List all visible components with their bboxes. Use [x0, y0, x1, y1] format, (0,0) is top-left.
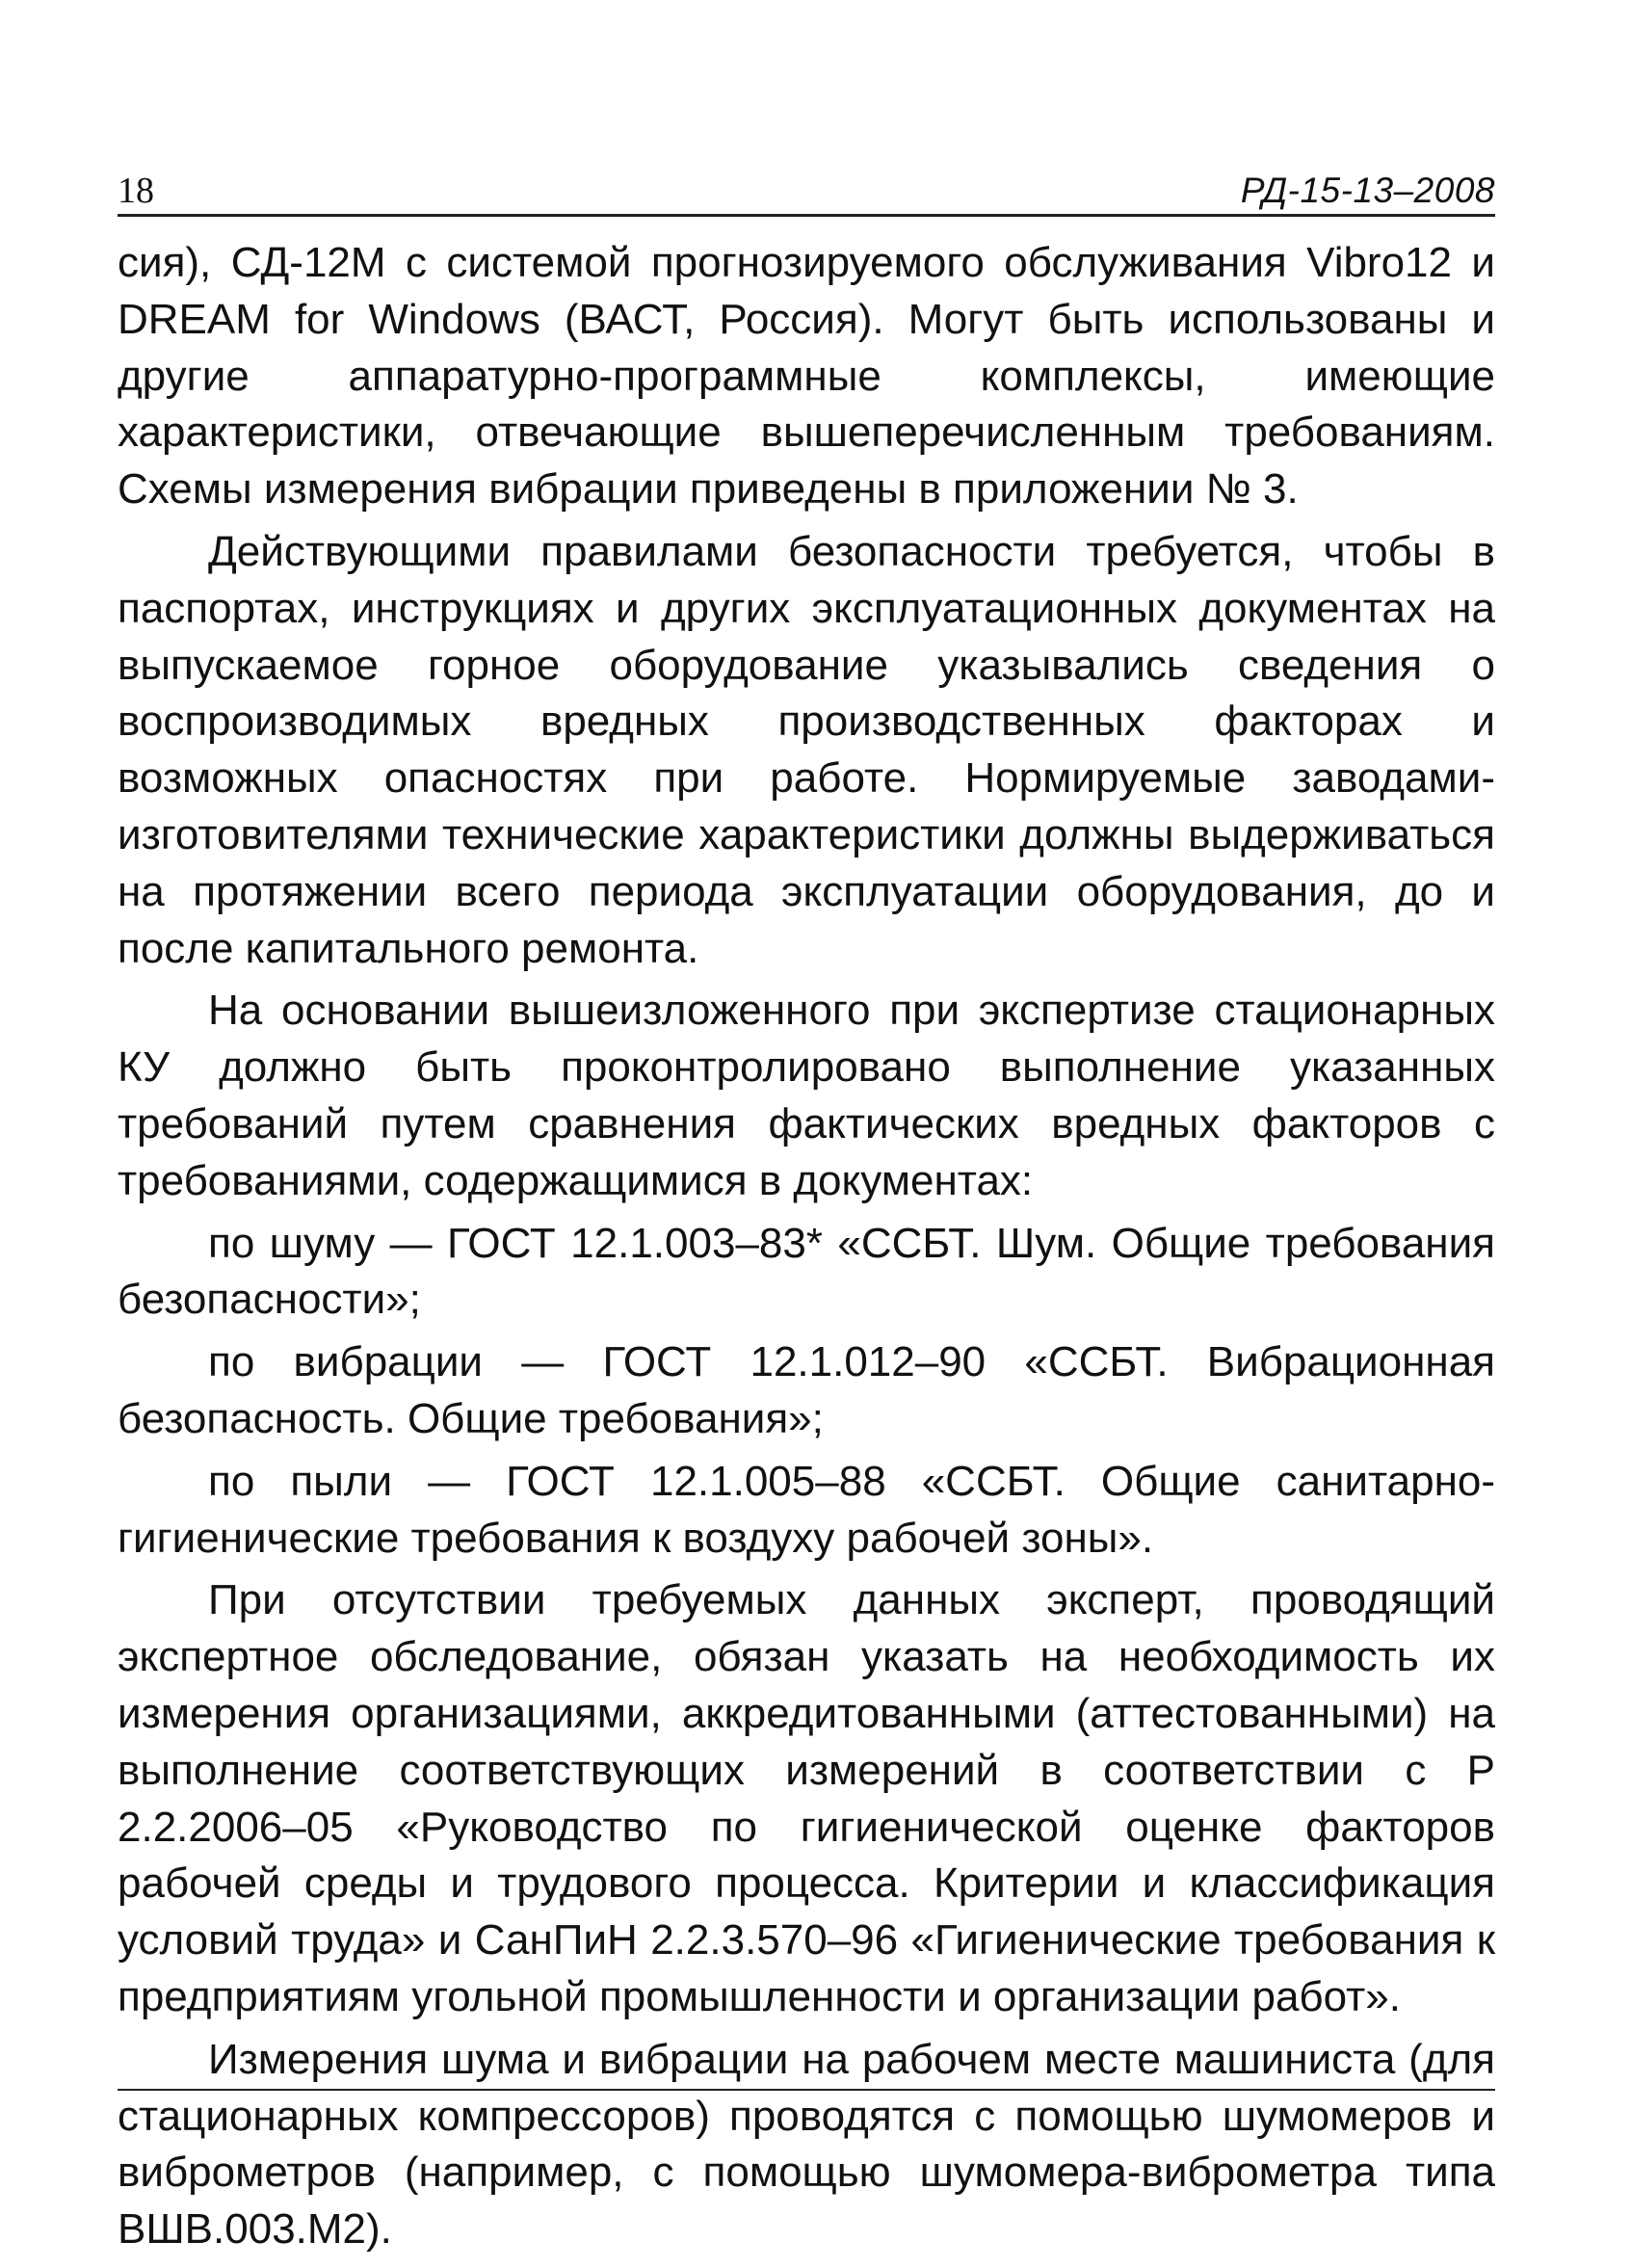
document-code: РД-15-13–2008: [1240, 171, 1495, 210]
standard-dust: по пыли — ГОСТ 12.1.005–88 «ССБТ. Общие санитарно-гигиенические требования к воздуху рабочей зоны».: [118, 1457, 1495, 1562]
standard-vibration: по вибрации — ГОСТ 12.1.012–90 «ССБТ. Вибрационная безопасность. Общие требования»;: [118, 1338, 1495, 1442]
paragraph-safety-rules: Действующими правилами безопасности требуется, чтобы в паспортах, инструкциях и других эксплуатационных документах на выпускаемое горное оборудование указывались сведения о воспроизводимых вредных производственных факторах и возможных опасностях при работе. Нормируемые заводами-изготовителями технические характеристики должны выдерживаться на протяжении всего периода эксплуатации оборудования, до и после капитального ремонта.: [118, 527, 1495, 972]
header-rule: [118, 214, 1495, 217]
standard-noise: по шуму — ГОСТ 12.1.003–83* «ССБТ. Шум. Общие требования безопасности»;: [118, 1219, 1495, 1324]
footer-rule: [118, 2089, 1495, 2091]
paragraph-measurements: Измерения шума и вибрации на рабочем месте машиниста (для стационарных компрессоров) проводятся с помощью шумомеров и виброметров (например, с помощью шумомера-виброметра типа ВШВ.003.М2).: [118, 2035, 1495, 2254]
paragraph-missing-data: При отсутствии требуемых данных эксперт, проводящий экспертное обследование, обязан указать на необходимость их измерения организациями, аккредитованными (аттестованными) на выполнение соответствующих измерений в соответствии с Р 2.2.2006–05 «Руководство по гигиенической оценке факторов рабочей среды и трудового процесса. Критерии и классификация условий труда» и СанПиН 2.2.3.570–96 «Гигиенические требования к предприятиям угольной промышленности и организации работ».: [118, 1576, 1495, 2020]
page-number: 18: [118, 171, 154, 211]
paragraph-expertise: На основании вышеизложенного при экспертизе стационарных КУ должно быть проконтролировано выполнение указанных требований путем сравнения фактических вредных факторов с требованиями, содержащимися в документах:: [118, 987, 1495, 1204]
paragraph-continuation: сия), СД-12М с системой прогнозируемого обслуживания Vibro12 и DREAM for Windows (ВАСТ, Россия). Могут быть использованы и другие аппаратурно-программные комплексы, имеющие характеристики, отвечающие вышеперечисленным требованиям. Схемы измерения вибрации приведены в приложении № 3.: [118, 239, 1495, 514]
page-header: [118, 159, 1495, 217]
body-text: [118, 235, 1495, 2264]
